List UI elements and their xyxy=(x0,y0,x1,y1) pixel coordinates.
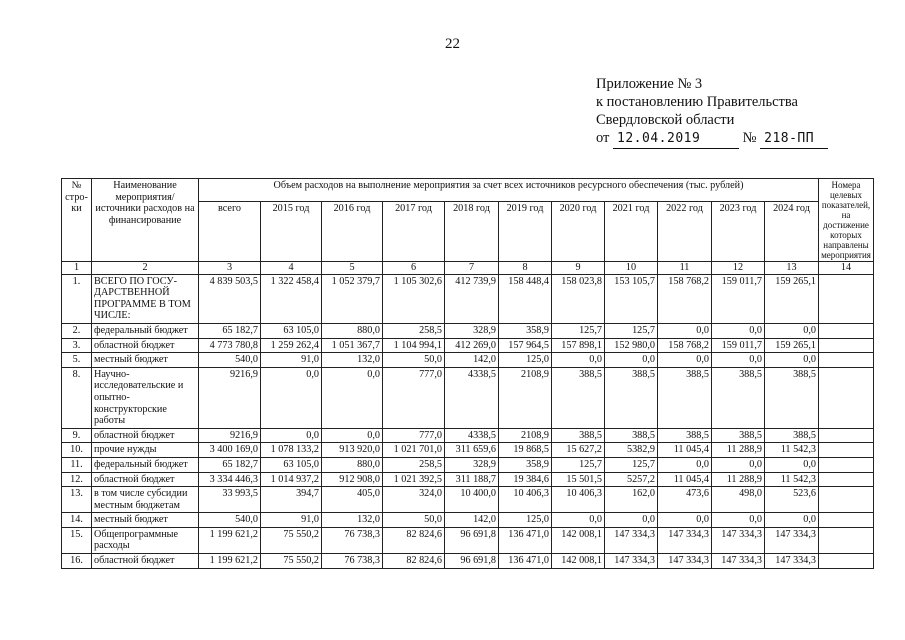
row-year-value-cell: 0,0 xyxy=(322,367,383,428)
row-name-cell: областной бюджет xyxy=(92,428,199,443)
row-year-value-cell: 0,0 xyxy=(658,323,712,338)
row-year-value-cell: 142,0 xyxy=(445,513,499,528)
row-total-cell: 1 199 621,2 xyxy=(199,527,261,553)
row-year-value-cell: 328,9 xyxy=(445,323,499,338)
header-year: 2020 год xyxy=(552,202,605,262)
row-year-value-cell: 0,0 xyxy=(658,457,712,472)
row-year-value-cell: 75 550,2 xyxy=(261,554,322,569)
row-name-cell: ВСЕГО ПО ГОСУ-ДАРСТВЕННОЙ ПРОГРАММЕ В ТОМ ЧИСЛЕ: xyxy=(92,274,199,323)
row-total-cell: 33 993,5 xyxy=(199,487,261,513)
row-target-cell xyxy=(819,338,874,353)
column-index-cell: 13 xyxy=(765,262,819,275)
row-year-value-cell: 162,0 xyxy=(605,487,658,513)
row-total-cell: 4 773 780,8 xyxy=(199,338,261,353)
row-year-value-cell: 136 471,0 xyxy=(499,554,552,569)
row-target-cell xyxy=(819,428,874,443)
row-target-cell xyxy=(819,513,874,528)
row-year-value-cell: 136 471,0 xyxy=(499,527,552,553)
row-year-value-cell: 158 023,8 xyxy=(552,274,605,323)
row-year-value-cell: 1 051 367,7 xyxy=(322,338,383,353)
column-index-cell: 6 xyxy=(383,262,445,275)
table-row xyxy=(62,554,874,569)
row-year-value-cell: 125,7 xyxy=(605,323,658,338)
row-year-value-cell: 0,0 xyxy=(552,353,605,368)
row-year-value-cell: 15 627,2 xyxy=(552,443,605,458)
page-number: 22 xyxy=(445,36,460,52)
row-total-cell: 3 334 446,3 xyxy=(199,472,261,487)
column-index-cell: 12 xyxy=(712,262,765,275)
row-name-cell: областной бюджет xyxy=(92,554,199,569)
row-name-cell: федеральный бюджет xyxy=(92,323,199,338)
row-year-value-cell: 388,5 xyxy=(765,367,819,428)
row-year-value-cell: 498,0 xyxy=(712,487,765,513)
row-year-value-cell: 50,0 xyxy=(383,353,445,368)
row-year-value-cell: 5382,9 xyxy=(605,443,658,458)
row-year-value-cell: 11 288,9 xyxy=(712,472,765,487)
header-year: 2024 год xyxy=(765,202,819,262)
row-year-value-cell: 412 739,9 xyxy=(445,274,499,323)
row-year-value-cell: 76 738,3 xyxy=(322,554,383,569)
row-year-value-cell: 142 008,1 xyxy=(552,554,605,569)
row-year-value-cell: 311 659,6 xyxy=(445,443,499,458)
row-year-value-cell: 147 334,3 xyxy=(658,554,712,569)
row-year-value-cell: 388,5 xyxy=(765,428,819,443)
row-year-value-cell: 2108,9 xyxy=(499,367,552,428)
row-target-cell xyxy=(819,527,874,553)
row-target-cell xyxy=(819,443,874,458)
appendix-block xyxy=(596,75,828,149)
row-year-value-cell: 15 501,5 xyxy=(552,472,605,487)
row-year-value-cell: 10 406,3 xyxy=(552,487,605,513)
row-name-cell: прочие нужды xyxy=(92,443,199,458)
row-year-value-cell: 11 542,3 xyxy=(765,472,819,487)
header-volume: Объем расходов на выполнение мероприятия за счет всех источников ресурсного обеспечения (тыс. рублей) xyxy=(199,179,819,202)
row-year-value-cell: 388,5 xyxy=(605,428,658,443)
header-year: 2016 год xyxy=(322,202,383,262)
row-year-value-cell: 880,0 xyxy=(322,457,383,472)
row-name-cell: местный бюджет xyxy=(92,513,199,528)
row-year-value-cell: 880,0 xyxy=(322,323,383,338)
row-year-value-cell: 142,0 xyxy=(445,353,499,368)
row-year-value-cell: 157 964,5 xyxy=(499,338,552,353)
header-year: 2015 год xyxy=(261,202,322,262)
row-year-value-cell: 19 384,6 xyxy=(499,472,552,487)
row-year-value-cell: 311 188,7 xyxy=(445,472,499,487)
row-year-value-cell: 1 322 458,4 xyxy=(261,274,322,323)
row-year-value-cell: 473,6 xyxy=(658,487,712,513)
row-year-value-cell: 0,0 xyxy=(712,323,765,338)
row-year-value-cell: 0,0 xyxy=(712,353,765,368)
row-year-value-cell: 1 259 262,4 xyxy=(261,338,322,353)
row-year-value-cell: 0,0 xyxy=(605,513,658,528)
row-year-value-cell: 147 334,3 xyxy=(765,527,819,553)
row-year-value-cell: 159 265,1 xyxy=(765,274,819,323)
row-year-value-cell: 125,7 xyxy=(605,457,658,472)
table-row xyxy=(62,443,874,458)
row-year-value-cell: 50,0 xyxy=(383,513,445,528)
row-target-cell xyxy=(819,367,874,428)
row-number-cell: 3. xyxy=(62,338,92,353)
row-year-value-cell: 324,0 xyxy=(383,487,445,513)
row-total-cell: 9216,9 xyxy=(199,428,261,443)
row-year-value-cell: 96 691,8 xyxy=(445,554,499,569)
row-year-value-cell: 523,6 xyxy=(765,487,819,513)
row-year-value-cell: 0,0 xyxy=(765,513,819,528)
row-year-value-cell: 405,0 xyxy=(322,487,383,513)
row-year-value-cell: 0,0 xyxy=(658,353,712,368)
number-label: № xyxy=(742,130,757,146)
row-year-value-cell: 4338,5 xyxy=(445,367,499,428)
row-total-cell: 65 182,7 xyxy=(199,323,261,338)
row-year-value-cell: 1 021 392,5 xyxy=(383,472,445,487)
row-year-value-cell: 96 691,8 xyxy=(445,527,499,553)
appendix-line-3: Свердловской области xyxy=(596,112,735,128)
row-year-value-cell: 132,0 xyxy=(322,353,383,368)
row-total-cell: 4 839 503,5 xyxy=(199,274,261,323)
row-year-value-cell: 912 908,0 xyxy=(322,472,383,487)
row-year-value-cell: 147 334,3 xyxy=(658,527,712,553)
row-year-value-cell: 4338,5 xyxy=(445,428,499,443)
row-number-cell: 8. xyxy=(62,367,92,428)
table-row xyxy=(62,527,874,553)
row-year-value-cell: 0,0 xyxy=(765,323,819,338)
row-year-value-cell: 158 768,2 xyxy=(658,274,712,323)
row-year-value-cell: 147 334,3 xyxy=(765,554,819,569)
row-year-value-cell: 258,5 xyxy=(383,323,445,338)
row-year-value-cell: 1 021 701,0 xyxy=(383,443,445,458)
row-target-cell xyxy=(819,353,874,368)
row-year-value-cell: 0,0 xyxy=(322,428,383,443)
row-year-value-cell: 1 104 994,1 xyxy=(383,338,445,353)
row-year-value-cell: 157 898,1 xyxy=(552,338,605,353)
appendix-title: Приложение № 3 xyxy=(596,76,703,92)
row-year-value-cell: 10 400,0 xyxy=(445,487,499,513)
row-year-value-cell: 152 980,0 xyxy=(605,338,658,353)
table-row xyxy=(62,513,874,528)
column-index-cell: 1 xyxy=(62,262,92,275)
column-index-cell: 3 xyxy=(199,262,261,275)
row-target-cell xyxy=(819,472,874,487)
appendix-line-2: к постановлению Правительства xyxy=(596,94,798,110)
row-year-value-cell: 82 824,6 xyxy=(383,554,445,569)
row-number-cell: 15. xyxy=(62,527,92,553)
row-year-value-cell: 5257,2 xyxy=(605,472,658,487)
row-number-cell: 2. xyxy=(62,323,92,338)
row-year-value-cell: 91,0 xyxy=(261,353,322,368)
row-total-cell: 3 400 169,0 xyxy=(199,443,261,458)
column-index-cell: 5 xyxy=(322,262,383,275)
row-year-value-cell: 258,5 xyxy=(383,457,445,472)
column-index-cell: 4 xyxy=(261,262,322,275)
row-number-cell: 10. xyxy=(62,443,92,458)
row-number-cell: 14. xyxy=(62,513,92,528)
row-year-value-cell: 913 920,0 xyxy=(322,443,383,458)
row-year-value-cell: 125,0 xyxy=(499,513,552,528)
header-year: 2021 год xyxy=(605,202,658,262)
row-target-cell xyxy=(819,274,874,323)
row-year-value-cell: 358,9 xyxy=(499,323,552,338)
row-year-value-cell: 11 045,4 xyxy=(658,443,712,458)
header-year: 2023 год xyxy=(712,202,765,262)
row-number-cell: 1. xyxy=(62,274,92,323)
header-row-1 xyxy=(62,179,874,202)
row-total-cell: 540,0 xyxy=(199,353,261,368)
row-number-cell: 12. xyxy=(62,472,92,487)
header-targets: Номера целевых показателей, на достижение которых направлены мероприятия xyxy=(819,179,874,262)
header-year: 2019 год xyxy=(499,202,552,262)
column-index-cell: 8 xyxy=(499,262,552,275)
row-year-value-cell: 0,0 xyxy=(261,428,322,443)
row-year-value-cell: 0,0 xyxy=(552,513,605,528)
row-year-value-cell: 412 269,0 xyxy=(445,338,499,353)
row-number-cell: 16. xyxy=(62,554,92,569)
column-index-cell: 9 xyxy=(552,262,605,275)
row-year-value-cell: 158 448,4 xyxy=(499,274,552,323)
row-year-value-cell: 1 014 937,2 xyxy=(261,472,322,487)
from-label: от xyxy=(596,130,610,146)
row-year-value-cell: 125,0 xyxy=(499,353,552,368)
decree-number: 218-ПП xyxy=(764,131,815,146)
row-year-value-cell: 388,5 xyxy=(712,428,765,443)
row-year-value-cell: 11 045,4 xyxy=(658,472,712,487)
row-year-value-cell: 388,5 xyxy=(658,367,712,428)
row-year-value-cell: 328,9 xyxy=(445,457,499,472)
column-index-cell: 7 xyxy=(445,262,499,275)
row-name-cell: в том числе субсидии местным бюджетам xyxy=(92,487,199,513)
row-number-cell: 13. xyxy=(62,487,92,513)
row-year-value-cell: 153 105,7 xyxy=(605,274,658,323)
row-year-value-cell: 63 105,0 xyxy=(261,323,322,338)
header-total: всего xyxy=(199,202,261,262)
row-year-value-cell: 19 868,5 xyxy=(499,443,552,458)
table-row xyxy=(62,457,874,472)
row-target-cell xyxy=(819,487,874,513)
row-year-value-cell: 75 550,2 xyxy=(261,527,322,553)
header-name: Наименование мероприятия/ источники расходов на финансирование xyxy=(92,179,199,262)
row-year-value-cell: 91,0 xyxy=(261,513,322,528)
header-year: 2018 год xyxy=(445,202,499,262)
column-index-cell: 11 xyxy=(658,262,712,275)
row-year-value-cell: 142 008,1 xyxy=(552,527,605,553)
row-year-value-cell: 76 738,3 xyxy=(322,527,383,553)
row-name-cell: Общепрограммные расходы xyxy=(92,527,199,553)
table-row xyxy=(62,323,874,338)
row-year-value-cell: 158 768,2 xyxy=(658,338,712,353)
column-index-row xyxy=(62,262,874,275)
row-number-cell: 5. xyxy=(62,353,92,368)
row-year-value-cell: 388,5 xyxy=(658,428,712,443)
row-year-value-cell: 132,0 xyxy=(322,513,383,528)
row-year-value-cell: 1 105 302,6 xyxy=(383,274,445,323)
header-year: 2017 год xyxy=(383,202,445,262)
row-name-cell: Научно-исследовательские и опытно-конструкторские работы xyxy=(92,367,199,428)
row-year-value-cell: 10 406,3 xyxy=(499,487,552,513)
row-year-value-cell: 1 078 133,2 xyxy=(261,443,322,458)
row-name-cell: федеральный бюджет xyxy=(92,457,199,472)
table-row xyxy=(62,428,874,443)
row-year-value-cell: 2108,9 xyxy=(499,428,552,443)
row-total-cell: 65 182,7 xyxy=(199,457,261,472)
column-index-cell: 10 xyxy=(605,262,658,275)
row-name-cell: местный бюджет xyxy=(92,353,199,368)
table-row xyxy=(62,338,874,353)
appendix-date-line xyxy=(596,129,828,149)
row-year-value-cell: 159 011,7 xyxy=(712,274,765,323)
row-year-value-cell: 147 334,3 xyxy=(605,554,658,569)
row-name-cell: областной бюджет xyxy=(92,472,199,487)
row-number-cell: 11. xyxy=(62,457,92,472)
budget-table-body xyxy=(62,274,874,568)
row-year-value-cell: 0,0 xyxy=(765,457,819,472)
row-year-value-cell: 147 334,3 xyxy=(605,527,658,553)
row-total-cell: 540,0 xyxy=(199,513,261,528)
budget-table xyxy=(61,178,874,569)
row-number-cell: 9. xyxy=(62,428,92,443)
row-year-value-cell: 0,0 xyxy=(712,457,765,472)
row-year-value-cell: 388,5 xyxy=(712,367,765,428)
table-row xyxy=(62,472,874,487)
row-year-value-cell: 11 542,3 xyxy=(765,443,819,458)
row-year-value-cell: 1 052 379,7 xyxy=(322,274,383,323)
table-row xyxy=(62,487,874,513)
row-name-cell: областной бюджет xyxy=(92,338,199,353)
row-target-cell xyxy=(819,554,874,569)
row-year-value-cell: 394,7 xyxy=(261,487,322,513)
row-year-value-cell: 125,7 xyxy=(552,457,605,472)
table-row xyxy=(62,367,874,428)
column-index-cell: 14 xyxy=(819,262,874,275)
row-year-value-cell: 147 334,3 xyxy=(712,554,765,569)
row-year-value-cell: 0,0 xyxy=(765,353,819,368)
row-year-value-cell: 358,9 xyxy=(499,457,552,472)
row-total-cell: 9216,9 xyxy=(199,367,261,428)
row-year-value-cell: 11 288,9 xyxy=(712,443,765,458)
row-year-value-cell: 777,0 xyxy=(383,428,445,443)
row-target-cell xyxy=(819,457,874,472)
table-row xyxy=(62,274,874,323)
row-year-value-cell: 388,5 xyxy=(552,367,605,428)
header-year: 2022 год xyxy=(658,202,712,262)
row-target-cell xyxy=(819,323,874,338)
row-year-value-cell: 0,0 xyxy=(658,513,712,528)
row-year-value-cell: 147 334,3 xyxy=(712,527,765,553)
table-row xyxy=(62,353,874,368)
row-year-value-cell: 388,5 xyxy=(605,367,658,428)
row-year-value-cell: 125,7 xyxy=(552,323,605,338)
row-year-value-cell: 0,0 xyxy=(261,367,322,428)
row-year-value-cell: 63 105,0 xyxy=(261,457,322,472)
row-year-value-cell: 159 011,7 xyxy=(712,338,765,353)
row-year-value-cell: 0,0 xyxy=(712,513,765,528)
row-year-value-cell: 0,0 xyxy=(605,353,658,368)
row-year-value-cell: 777,0 xyxy=(383,367,445,428)
row-year-value-cell: 388,5 xyxy=(552,428,605,443)
column-index-cell: 2 xyxy=(92,262,199,275)
row-total-cell: 1 199 621,2 xyxy=(199,554,261,569)
decree-date: 12.04.2019 xyxy=(617,131,701,146)
row-year-value-cell: 159 265,1 xyxy=(765,338,819,353)
header-row-number: № стро-ки xyxy=(62,179,92,262)
row-year-value-cell: 82 824,6 xyxy=(383,527,445,553)
